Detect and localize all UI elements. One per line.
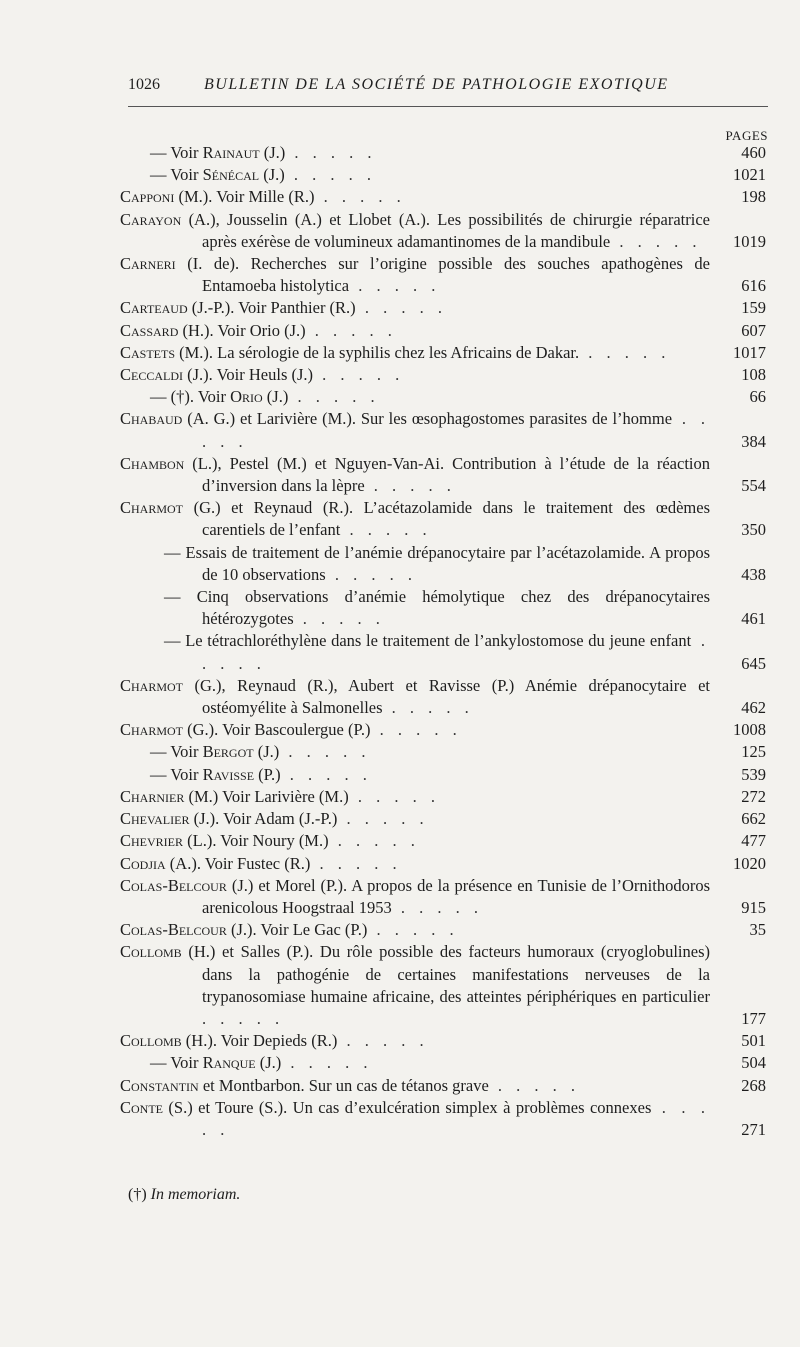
entry-author: Charmot	[120, 720, 184, 740]
entry-text	[120, 808, 710, 830]
entry-title: (J.)	[255, 1053, 282, 1073]
entry-author: Colas-Belcour	[120, 875, 227, 895]
entry-author: Charmot	[120, 675, 184, 695]
entry-author: Ceccaldi	[120, 365, 184, 385]
entry-title: (H.). Voir Depieds (R.)	[181, 1031, 338, 1051]
entry-author: Chevrier	[120, 831, 184, 851]
entry-page-number: 460	[741, 143, 766, 162]
entry-page-number: 66	[749, 387, 766, 407]
entry-text	[120, 719, 710, 741]
entry-title: (J.)	[259, 143, 286, 162]
entry-author: Colas-Belcour	[120, 920, 227, 940]
index-entry	[120, 786, 766, 808]
dot-leader: . . . . .	[337, 809, 429, 829]
index-entry	[120, 853, 766, 875]
entry-title: (J.). Voir Adam (J.-P.)	[189, 809, 338, 829]
page-number: 1026	[128, 76, 160, 93]
entry-author: Sénécal	[202, 165, 260, 185]
index-entry	[120, 320, 766, 342]
index-entry	[120, 741, 766, 763]
dot-leader: . . . . .	[288, 387, 380, 407]
entry-title: (J.) et Morel (P.). A propos de la présence en Tunisie de l’Ornithodoros arenicolous Hoogstraal 1953	[202, 875, 710, 917]
entry-text	[120, 186, 710, 208]
entry-text	[120, 853, 710, 875]
entry-page-number: 607	[741, 320, 766, 340]
entry-author: Conte	[120, 1097, 163, 1117]
entry-author: Chabaud	[120, 409, 183, 429]
index-entry	[120, 364, 766, 386]
dot-leader: . . . . .	[328, 831, 420, 851]
dot-leader: . . . . .	[279, 742, 371, 762]
dot-leader: . . . . .	[285, 143, 377, 162]
entry-title: (S.) et Toure (S.). Un cas d’exulcération simplex à problèmes connexes	[163, 1097, 652, 1117]
dot-leader: . . . . .	[610, 231, 702, 251]
entry-author: Cassard	[120, 320, 179, 340]
dot-leader: . . . . .	[349, 276, 441, 296]
entry-page-number: 504	[741, 1053, 766, 1073]
index-entry	[120, 675, 766, 719]
dot-leader: . . . . .	[391, 897, 483, 917]
entry-title: (L.), Pestel (M.) et Nguyen-Van-Ai. Contribution à l’étude de la réaction d’inversion dans la lèpre	[184, 453, 710, 496]
entry-title: (M.). Voir Mille (R.)	[174, 187, 315, 207]
index-entry	[120, 875, 766, 919]
entry-prefix: — Voir	[150, 764, 203, 784]
entry-author: Ravisse	[202, 764, 255, 784]
entry-page-number: 539	[741, 764, 766, 784]
dot-leader: . . . . .	[367, 920, 459, 940]
dot-leader: . . . . .	[364, 476, 456, 496]
running-title: BULLETIN DE LA SOCIÉTÉ DE PATHOLOGIE EXOTIQUE	[204, 76, 669, 93]
entry-author: Collomb	[120, 942, 182, 962]
entry-page-number: 501	[741, 1031, 766, 1051]
entry-title: (L.). Voir Noury (M.)	[183, 831, 329, 851]
dot-leader: . . . . .	[325, 564, 417, 584]
entry-text	[150, 764, 710, 786]
entry-title: (A.). Voir Fustec (R.)	[165, 853, 311, 873]
entry-author: Collomb	[120, 1031, 182, 1051]
index-entry	[120, 253, 766, 297]
entry-title: (M.) Voir Larivière (M.)	[184, 786, 349, 806]
entry-page-number: 616	[741, 276, 766, 296]
entry-page-number: 461	[741, 609, 766, 629]
dot-leader: . . . . .	[305, 320, 397, 340]
entry-author: Rainaut	[202, 143, 260, 162]
entry-page-number: 1019	[733, 231, 766, 251]
pages-column-label: PAGES	[725, 128, 768, 143]
entry-author: Charmot	[120, 498, 184, 518]
dot-leader: . . . . .	[337, 1031, 429, 1051]
entry-page-number: 554	[741, 476, 766, 496]
entry-text	[120, 209, 710, 253]
dot-leader: . . . . .	[382, 698, 474, 718]
index-entries	[120, 142, 766, 1141]
entry-page-number: 1017	[733, 342, 766, 362]
index-entry	[120, 919, 766, 941]
entry-prefix: — Voir	[150, 165, 203, 185]
entry-author: Castets	[120, 342, 176, 362]
entry-text	[150, 164, 710, 186]
entry-page-number: 915	[741, 897, 766, 917]
entry-title: (J.)	[253, 742, 280, 762]
index-entry	[120, 209, 766, 253]
dot-leader: . . . . .	[488, 1075, 581, 1095]
entry-prefix: — Voir	[150, 143, 203, 162]
entry-author: Constantin	[120, 1075, 199, 1095]
entry-title: (I. de). Recherches sur l’origine possible des souches apathogènes de Entamoeba histolytica	[175, 254, 710, 296]
footnote	[128, 1186, 240, 1204]
page-header	[128, 76, 768, 107]
entry-prefix: —	[164, 587, 197, 607]
index-entry	[120, 342, 766, 364]
entry-text	[164, 630, 710, 674]
entry-text	[120, 1097, 711, 1141]
index-entry	[120, 630, 766, 674]
entry-author: Orio	[230, 387, 263, 407]
entry-text	[120, 364, 710, 386]
dot-leader: . . . . .	[355, 298, 447, 318]
entry-author: Ranque	[202, 1053, 256, 1073]
entry-title: (J.)	[259, 165, 285, 185]
entry-title: (H.) et Salles (P.). Du rôle possible des facteurs humoraux (cryoglobulines) dans la pathogénie de certaines manifestations nerveuses de la trypanosomiase humaine africaine, des atteintes périphériques en particulier	[181, 942, 710, 1006]
entry-author: Chambon	[120, 453, 185, 473]
entry-title: (H.). Voir Orio (J.)	[178, 320, 306, 340]
dot-leader: . . . . .	[202, 1008, 285, 1028]
index-entry	[120, 1075, 766, 1097]
index-entry	[120, 408, 766, 452]
entry-text	[120, 253, 710, 297]
footnote-marker: (†)	[128, 1186, 147, 1203]
entry-text	[120, 941, 710, 1030]
dot-leader: . . . . .	[313, 365, 405, 385]
entry-title: Cinq observations d’anémie hémolytique chez des drépanocytaires hétérozygotes	[196, 587, 710, 629]
entry-title: Essais de traitement de l’anémie drépanocytaire par l’acétazolamide. A propos de 10 observations	[185, 542, 710, 584]
entry-text	[120, 342, 710, 364]
entry-title: (J.). Voir Heuls (J.)	[183, 365, 314, 385]
index-entry	[120, 719, 766, 741]
dot-leader: . . . . .	[284, 165, 377, 185]
entry-text	[164, 586, 710, 630]
footnote-text: In memoriam.	[150, 1186, 241, 1203]
index-entry	[120, 497, 766, 541]
entry-title: (P.)	[254, 764, 281, 784]
entry-text	[150, 142, 710, 164]
entry-page-number: 1020	[733, 853, 766, 873]
entry-author: Chevalier	[120, 809, 190, 829]
entry-prefix: —	[164, 631, 186, 651]
index-entry	[120, 808, 766, 830]
dot-leader: . . . . .	[202, 409, 711, 451]
entry-title: Le tétrachloréthylène dans le traitement de l’ankylostomose du jeune enfant	[185, 631, 692, 651]
entry-text	[150, 1052, 710, 1074]
entry-author: Bergot	[202, 742, 254, 762]
index-entry	[120, 764, 766, 786]
dot-leader: . . . . .	[293, 609, 385, 629]
entry-title: (G.). Voir Bascoulergue (P.)	[183, 720, 371, 740]
index-entry	[120, 1030, 766, 1052]
entry-text	[120, 1030, 710, 1052]
entry-text	[150, 386, 710, 408]
dot-leader: . . . . .	[579, 342, 671, 362]
entry-text	[120, 1075, 710, 1097]
entry-page-number: 35	[749, 920, 766, 940]
entry-page-number: 477	[741, 831, 766, 851]
entry-title: (J.-P.). Voir Panthier (R.)	[187, 298, 356, 318]
index-entry	[120, 386, 766, 408]
entry-page-number: 272	[741, 786, 766, 806]
entry-text	[120, 919, 710, 941]
entry-page-number: 1008	[733, 720, 766, 740]
entry-title: (M.). La sérologie de la syphilis chez les Africains de Dakar.	[175, 342, 580, 362]
entry-author: Carneri	[120, 254, 176, 274]
index-entry	[120, 164, 766, 186]
entry-title: (A. G.) et Larivière (M.). Sur les œsophagostomes parasites de l’homme	[182, 409, 673, 429]
entry-page-number: 198	[741, 187, 766, 207]
entry-prefix: —	[164, 542, 186, 562]
entry-author: Carteaud	[120, 298, 188, 318]
entry-prefix: — (†). Voir	[150, 387, 231, 407]
index-entry	[120, 542, 766, 586]
entry-page-number: 108	[741, 365, 766, 385]
entry-text	[150, 741, 710, 763]
entry-text	[120, 675, 710, 719]
dot-leader: . . . . .	[340, 520, 432, 540]
entry-page-number: 268	[741, 1075, 766, 1095]
entry-text	[120, 297, 710, 319]
entry-text	[120, 453, 710, 497]
entry-page-number: 662	[741, 809, 766, 829]
entry-prefix: — Voir	[150, 1053, 203, 1073]
entry-text	[120, 408, 711, 452]
index-entry	[120, 1052, 766, 1074]
entry-title: (J.). Voir Le Gac (P.)	[226, 920, 368, 940]
entry-author: Carayon	[120, 209, 182, 229]
entry-page-number: 438	[741, 564, 766, 584]
index-entry	[120, 297, 766, 319]
entry-prefix: — Voir	[150, 742, 203, 762]
entry-page-number: 177	[741, 1008, 766, 1028]
entry-page-number: 350	[741, 520, 766, 540]
entry-title: (G.), Reynaud (R.), Aubert et Ravisse (P.) Anémie drépanocytaire et ostéomyélite à Salmonelles	[183, 675, 710, 718]
entry-text	[120, 497, 710, 541]
index-entry	[120, 453, 766, 497]
dot-leader: . . . . .	[370, 720, 462, 740]
entry-title: (A.), Jousselin (A.) et Llobet (A.). Les possibilités de chirurgie réparatrice après exérèse de volumineux adamantinomes de la mandibule	[181, 209, 710, 251]
index-entry	[120, 142, 766, 164]
entry-page-number: 125	[741, 742, 766, 762]
entry-text	[120, 786, 710, 808]
entry-text	[120, 875, 710, 919]
entry-page-number: 1021	[733, 165, 766, 185]
entry-text	[120, 830, 710, 852]
entry-page-number: 271	[741, 1119, 766, 1139]
entry-author: Charnier	[120, 786, 185, 806]
dot-leader: . . . . .	[310, 853, 402, 873]
entry-author: Codjia	[120, 853, 166, 873]
entry-page-number: 645	[741, 653, 766, 673]
entry-page-number: 384	[741, 431, 766, 451]
index-entry	[120, 186, 766, 208]
dot-leader: . . . . .	[348, 786, 440, 806]
entry-text	[120, 320, 710, 342]
entry-author: Capponi	[120, 187, 175, 207]
index-entry	[120, 941, 766, 1030]
dot-leader: . . . . .	[314, 187, 406, 207]
entry-text	[164, 542, 710, 586]
dot-leader: . . . . .	[202, 631, 710, 673]
dot-leader: . . . . .	[280, 764, 372, 784]
entry-title: et Montbarbon. Sur un cas de tétanos grave	[198, 1075, 489, 1095]
dot-leader: . . . . .	[281, 1053, 373, 1073]
entry-page-number: 159	[741, 298, 766, 318]
entry-title: (G.) et Reynaud (R.). L’acétazolamide dans le traitement des œdèmes carentiels de l’enfant	[183, 498, 710, 540]
index-entry	[120, 1097, 766, 1141]
entry-title: (J.)	[262, 387, 289, 407]
index-entry	[120, 830, 766, 852]
index-entry	[120, 586, 766, 630]
dot-leader: . . . . .	[202, 1097, 711, 1139]
entry-page-number: 462	[741, 698, 766, 718]
